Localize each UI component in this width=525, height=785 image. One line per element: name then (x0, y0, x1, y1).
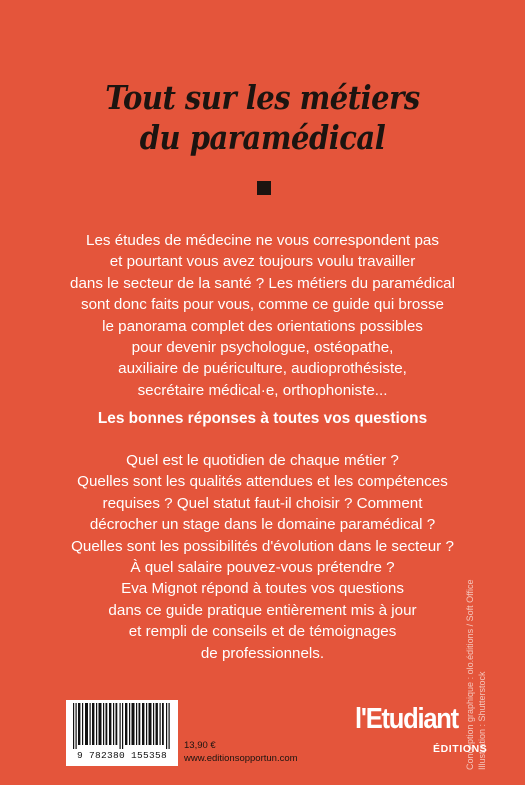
blurb-line: sont donc faits pour vous, comme ce guide qui brosse (80, 296, 444, 314)
blurb-line: pour devenir psychologue, ostéopathe, (131, 339, 394, 357)
question-line: et rempli de conseils et de témoignages (128, 623, 397, 641)
credits-illustration: Illustration : Shutterstock (477, 671, 487, 770)
isbn-barcode (66, 700, 178, 766)
square-ornament-icon (257, 181, 271, 195)
cover-title (0, 78, 525, 158)
subheading: Les bonnes réponses à toutes vos questions (97, 410, 428, 427)
barcode-bars (71, 703, 173, 749)
credits (464, 580, 488, 770)
isbn-number: 9 782380 155358 (76, 750, 167, 761)
blurb-line: dans le secteur de la santé ? Les métiers du paramédical (70, 274, 455, 292)
question-line: requises ? Quel statut faut-il choisir ? Comment (102, 494, 423, 512)
credits-design: Conception graphique : olo.éditions / Soft Office (465, 579, 475, 770)
question-line: Eva Mignot répond à toutes vos questions (121, 580, 404, 598)
blurb-line: auxiliaire de puériculture, audioprothésiste, (118, 360, 407, 378)
question-line: dans ce guide pratique entièrement mis à jour (108, 601, 417, 619)
questions-paragraph (0, 450, 525, 664)
blurb-line: secrétaire médical·e, orthophoniste... (137, 381, 388, 399)
blurb-line: Les études de médecine ne vous correspondent pas (86, 232, 439, 249)
publisher-logo: l'Etudiant (355, 703, 458, 735)
blurb-line: le panorama complet des orientations possibles (102, 317, 423, 335)
question-line: Quelles sont les qualités attendues et les compétences (77, 473, 448, 491)
title-line-1: Tout sur les métiers (105, 78, 420, 118)
question-line: À quel salaire pouvez-vous prétendre ? (130, 559, 395, 577)
price: 13,90 € (184, 740, 216, 751)
publisher-website: www.editionsopportun.com (184, 753, 298, 764)
blurb-paragraph (0, 230, 525, 401)
publisher-logo-sub: ÉDITIONS (433, 743, 488, 755)
question-line: décrocher un stage dans le domaine paramédical ? (89, 516, 436, 534)
blurb-line: et pourtant vous avez toujours voulu travailler (109, 253, 416, 271)
title-line-2: du paramédical (139, 118, 386, 158)
question-line: de professionnels. (200, 644, 325, 662)
question-line: Quel est le quotidien de chaque métier ? (126, 452, 399, 469)
question-line: Quelles sont les possibilités d'évolution dans le secteur ? (71, 537, 454, 555)
